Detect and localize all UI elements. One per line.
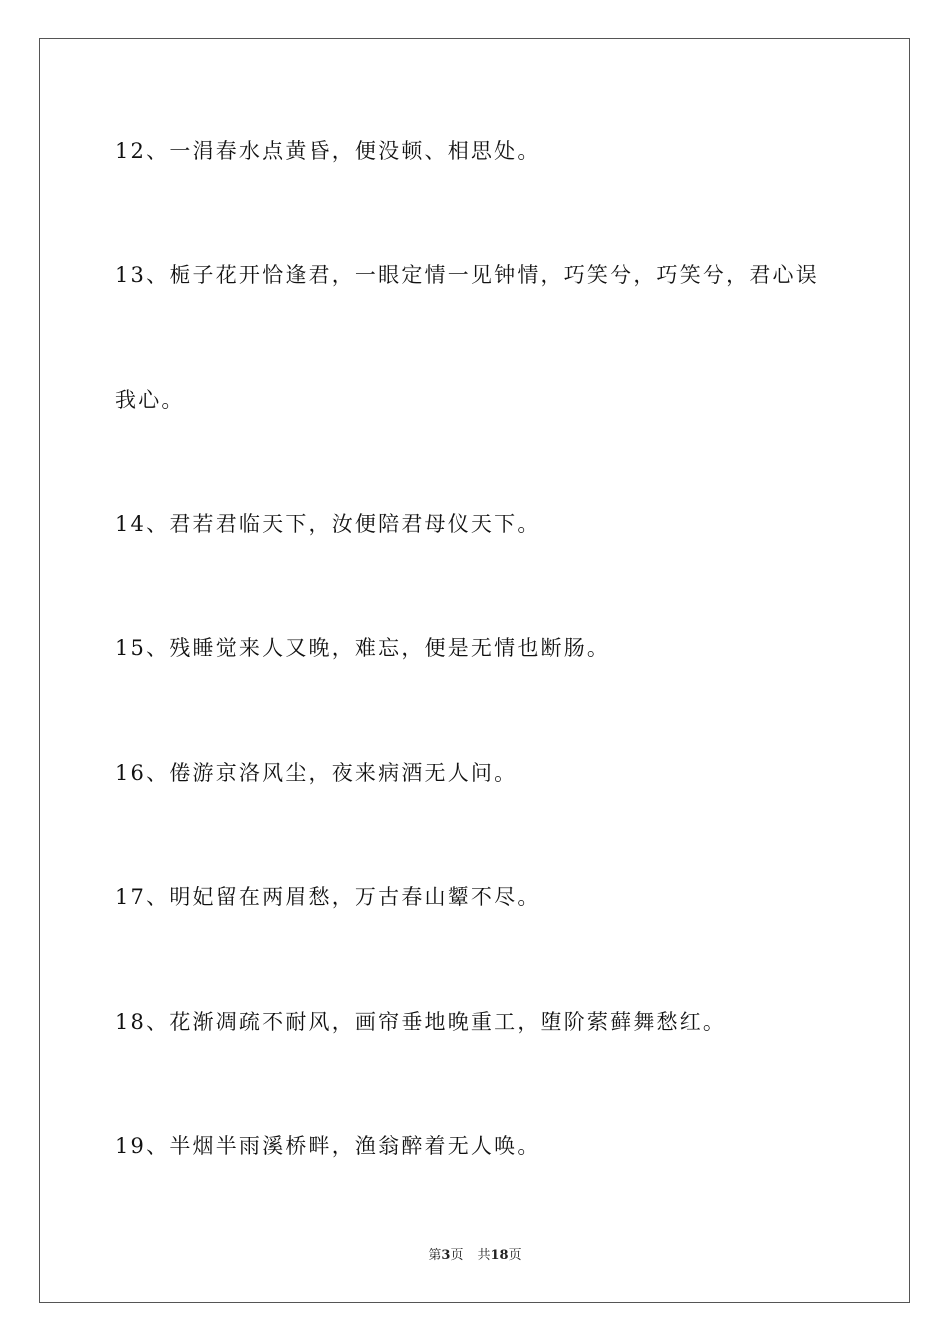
text-line-16: 16、倦游京洛风尘，夜来病酒无人问。 [115, 761, 518, 785]
text-line-13: 13、栀子花开恰逢君，一眼定情一见钟情，巧笑兮，巧笑兮，君心误 [115, 263, 819, 287]
total-suffix: 页 [508, 1248, 522, 1263]
text-line-13-continued: 我心。 [115, 388, 185, 412]
text-line-14: 14、君若君临天下，汝便陪君母仪天下。 [115, 512, 541, 536]
page-prefix: 第 [428, 1248, 442, 1263]
total-prefix: 共 [477, 1248, 491, 1263]
text-line-17: 17、明妃留在两眉愁，万古春山颦不尽。 [115, 885, 541, 909]
text-line-12: 12、一涓春水点黄昏，便没顿、相思处。 [115, 139, 541, 163]
page-suffix: 页 [450, 1248, 464, 1263]
page-number: 3 [441, 1248, 451, 1263]
page-border [39, 38, 910, 1303]
page-footer [0, 1247, 950, 1265]
text-line-19: 19、半烟半雨溪桥畔，渔翁醉着无人唤。 [115, 1134, 541, 1158]
text-line-18: 18、花渐凋疏不耐风，画帘垂地晚重工，堕阶萦藓舞愁红。 [115, 1010, 727, 1034]
total-pages: 18 [490, 1248, 509, 1263]
text-line-15: 15、残睡觉来人又晚，难忘，便是无情也断肠。 [115, 636, 611, 660]
